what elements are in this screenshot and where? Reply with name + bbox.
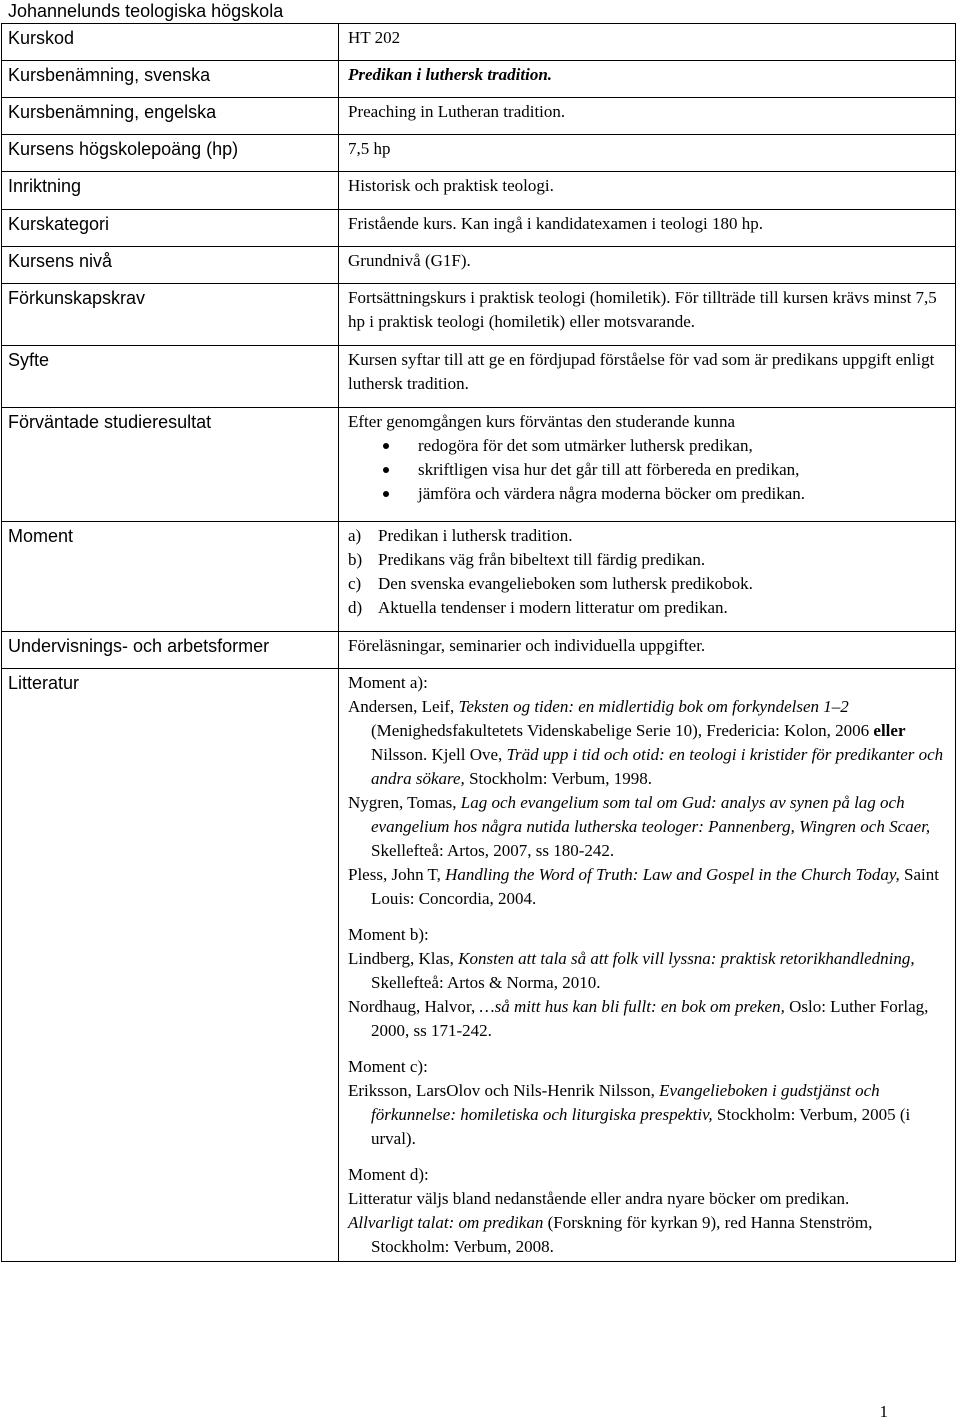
ref-author: Lindberg, Klas, bbox=[348, 949, 459, 968]
label-kurskod: Kurskod bbox=[2, 24, 339, 61]
value-hp: 7,5 hp bbox=[339, 135, 956, 172]
lit-reference bbox=[348, 695, 955, 791]
ref-title: Handling the Word of Truth: Law and Gospel in the Church Today, bbox=[445, 865, 900, 884]
lit-group-b bbox=[348, 923, 955, 1043]
value-namn-sv: Predikan i luthersk tradition. bbox=[339, 61, 956, 98]
label-hp: Kursens högskolepoäng (hp) bbox=[2, 135, 339, 172]
ref-author: Eriksson, LarsOlov och Nils-Henrik Nilsson, bbox=[348, 1081, 660, 1100]
ref-publisher: Oslo: Luther Forlag, 2000, ss 171-242. bbox=[371, 997, 929, 1040]
label-resultat: Förväntade studieresultat bbox=[2, 408, 339, 522]
lit-heading: Moment b): bbox=[348, 925, 429, 944]
lit-reference bbox=[348, 863, 955, 911]
institution-title: Johannelunds teologiska högskola bbox=[8, 1, 284, 21]
value-former: Föreläsningar, seminarier och individuella uppgifter. bbox=[339, 632, 956, 669]
value-kategori: Fristående kurs. Kan ingå i kandidatexamen i teologi 180 hp. bbox=[339, 210, 956, 247]
row-kategori bbox=[2, 210, 956, 247]
moment-text: Aktuella tendenser i modern litteratur om predikan. bbox=[378, 598, 728, 617]
ref-publisher: Saint Louis: Concordia, 2004. bbox=[371, 865, 939, 908]
lit-note: Litteratur väljs bland nedanstående eller andra nyare böcker om predikan. bbox=[348, 1189, 850, 1208]
label-inriktning: Inriktning bbox=[2, 172, 339, 210]
resultat-item: redogöra för det som utmärker luthersk predikan, bbox=[348, 434, 955, 458]
moment-text: Predikans väg från bibeltext till färdig predikan. bbox=[378, 550, 706, 569]
moment-text: Den svenska evangelieboken som luthersk predikobok. bbox=[378, 574, 753, 593]
resultat-list bbox=[348, 434, 955, 506]
row-inriktning bbox=[2, 172, 956, 210]
value-resultat bbox=[339, 408, 956, 522]
lit-reference bbox=[348, 791, 955, 863]
ref-author: Nilsson. Kjell Ove, bbox=[371, 745, 507, 764]
lit-group-a bbox=[348, 671, 955, 911]
ref-author: Nygren, Tomas, bbox=[348, 793, 461, 812]
moment-item bbox=[348, 548, 955, 572]
page-number: 1 bbox=[879, 1402, 888, 1421]
value-litteratur bbox=[339, 669, 956, 1262]
row-forkunskap bbox=[2, 284, 956, 346]
moment-marker: a) bbox=[348, 526, 362, 545]
value-niva: Grundnivå (G1F). bbox=[339, 247, 956, 284]
row-namn-sv bbox=[2, 61, 956, 98]
resultat-item: jämföra och värdera några moderna böcker om predikan. bbox=[348, 482, 955, 506]
label-litteratur: Litteratur bbox=[2, 669, 339, 1262]
moment-marker: b) bbox=[348, 550, 363, 569]
ref-title: Konsten att tala så att folk vill lyssna: praktisk retorikhandledning, bbox=[458, 949, 915, 968]
moment-text: Predikan i luthersk tradition. bbox=[378, 526, 573, 545]
ref-publisher: Skellefteå: Artos & Norma, 2010. bbox=[371, 973, 601, 992]
ref-title: Allvarligt talat: om predikan bbox=[348, 1213, 544, 1232]
label-namn-en: Kursbenämning, engelska bbox=[2, 98, 339, 135]
ref-author: Nordhaug, Halvor, bbox=[348, 997, 480, 1016]
row-resultat bbox=[2, 408, 956, 522]
ref-title: Lag och evangelium som tal om Gud: analys av synen på lag och evangelium hos några nutida lutherska teologer: Pannenberg, Wingren och Scaer, bbox=[371, 793, 931, 836]
lit-heading: Moment a): bbox=[348, 673, 428, 692]
moment-marker: d) bbox=[348, 598, 363, 617]
label-syfte: Syfte bbox=[2, 346, 339, 408]
ref-title: Evangelieboken i gudstjänst och förkunnelse: homiletiska och liturgiska prespektiv, bbox=[371, 1081, 880, 1124]
ref-title: Träd upp i tid och otid: en teologi i kristider för predikanter och andra sökare, bbox=[371, 745, 944, 788]
lit-reference bbox=[348, 995, 955, 1043]
ref-publisher: Skellefteå: Artos, 2007, ss 180-242. bbox=[371, 841, 615, 860]
row-kurskod bbox=[2, 24, 956, 61]
row-niva bbox=[2, 247, 956, 284]
ref-publisher: (Menighedsfakultetets Videnskabelige Serie 10), Fredericia: Kolon, 2006 bbox=[371, 721, 874, 740]
label-namn-sv: Kursbenämning, svenska bbox=[2, 61, 339, 98]
value-forkunskap: Fortsättningskurs i praktisk teologi (homiletik). För tillträde till kursen krävs minst 7,5 hp i praktisk teologi (homiletik) eller motsvarande. bbox=[339, 284, 956, 346]
label-moment: Moment bbox=[2, 522, 339, 632]
ref-publisher: Stockholm: Verbum, 1998. bbox=[464, 769, 652, 788]
value-moment bbox=[339, 522, 956, 632]
label-kategori: Kurskategori bbox=[2, 210, 339, 247]
lit-heading: Moment d): bbox=[348, 1165, 429, 1184]
lit-group-d bbox=[348, 1163, 955, 1259]
label-forkunskap: Förkunskapskrav bbox=[2, 284, 339, 346]
label-niva: Kursens nivå bbox=[2, 247, 339, 284]
value-inriktning: Historisk och praktisk teologi. bbox=[339, 172, 956, 210]
ref-publisher: Stockholm: Verbum, 2005 (i urval). bbox=[371, 1105, 911, 1148]
lit-group-c bbox=[348, 1055, 955, 1151]
moment-item bbox=[348, 572, 955, 596]
lit-reference bbox=[348, 1211, 955, 1259]
resultat-item: skriftligen visa hur det går till att förbereda en predikan, bbox=[348, 458, 955, 482]
label-former: Undervisnings- och arbetsformer bbox=[2, 632, 339, 669]
course-table bbox=[1, 23, 956, 1262]
row-hp bbox=[2, 135, 956, 172]
resultat-intro: Efter genomgången kurs förväntas den studerande kunna bbox=[348, 412, 736, 431]
row-litteratur bbox=[2, 669, 956, 1262]
lit-reference bbox=[348, 1079, 955, 1151]
row-namn-en bbox=[2, 98, 956, 135]
moment-item bbox=[348, 524, 955, 548]
row-former bbox=[2, 632, 956, 669]
ref-publisher: (Forskning för kyrkan 9), red Hanna Stenström, Stockholm: Verbum, 2008. bbox=[371, 1213, 873, 1256]
moment-marker: c) bbox=[348, 574, 362, 593]
row-moment bbox=[2, 522, 956, 632]
ref-title: Teksten og tiden: en midlertidig bok om forkyndelsen 1–2 bbox=[458, 697, 849, 716]
ref-eller: eller bbox=[873, 721, 906, 740]
ref-author: Pless, John T, bbox=[348, 865, 446, 884]
lit-heading: Moment c): bbox=[348, 1057, 428, 1076]
value-namn-en: Preaching in Lutheran tradition. bbox=[339, 98, 956, 135]
value-syfte: Kursen syftar till att ge en fördjupad förståelse för vad som är predikans uppgift enligt luthersk tradition. bbox=[339, 346, 956, 408]
ref-author: Andersen, Leif, bbox=[348, 697, 459, 716]
moment-item bbox=[348, 596, 955, 620]
row-syfte bbox=[2, 346, 956, 408]
lit-reference bbox=[348, 947, 955, 995]
ref-title: …så mitt hus kan bli fullt: en bok om preken, bbox=[479, 997, 785, 1016]
value-kurskod: HT 202 bbox=[339, 24, 956, 61]
